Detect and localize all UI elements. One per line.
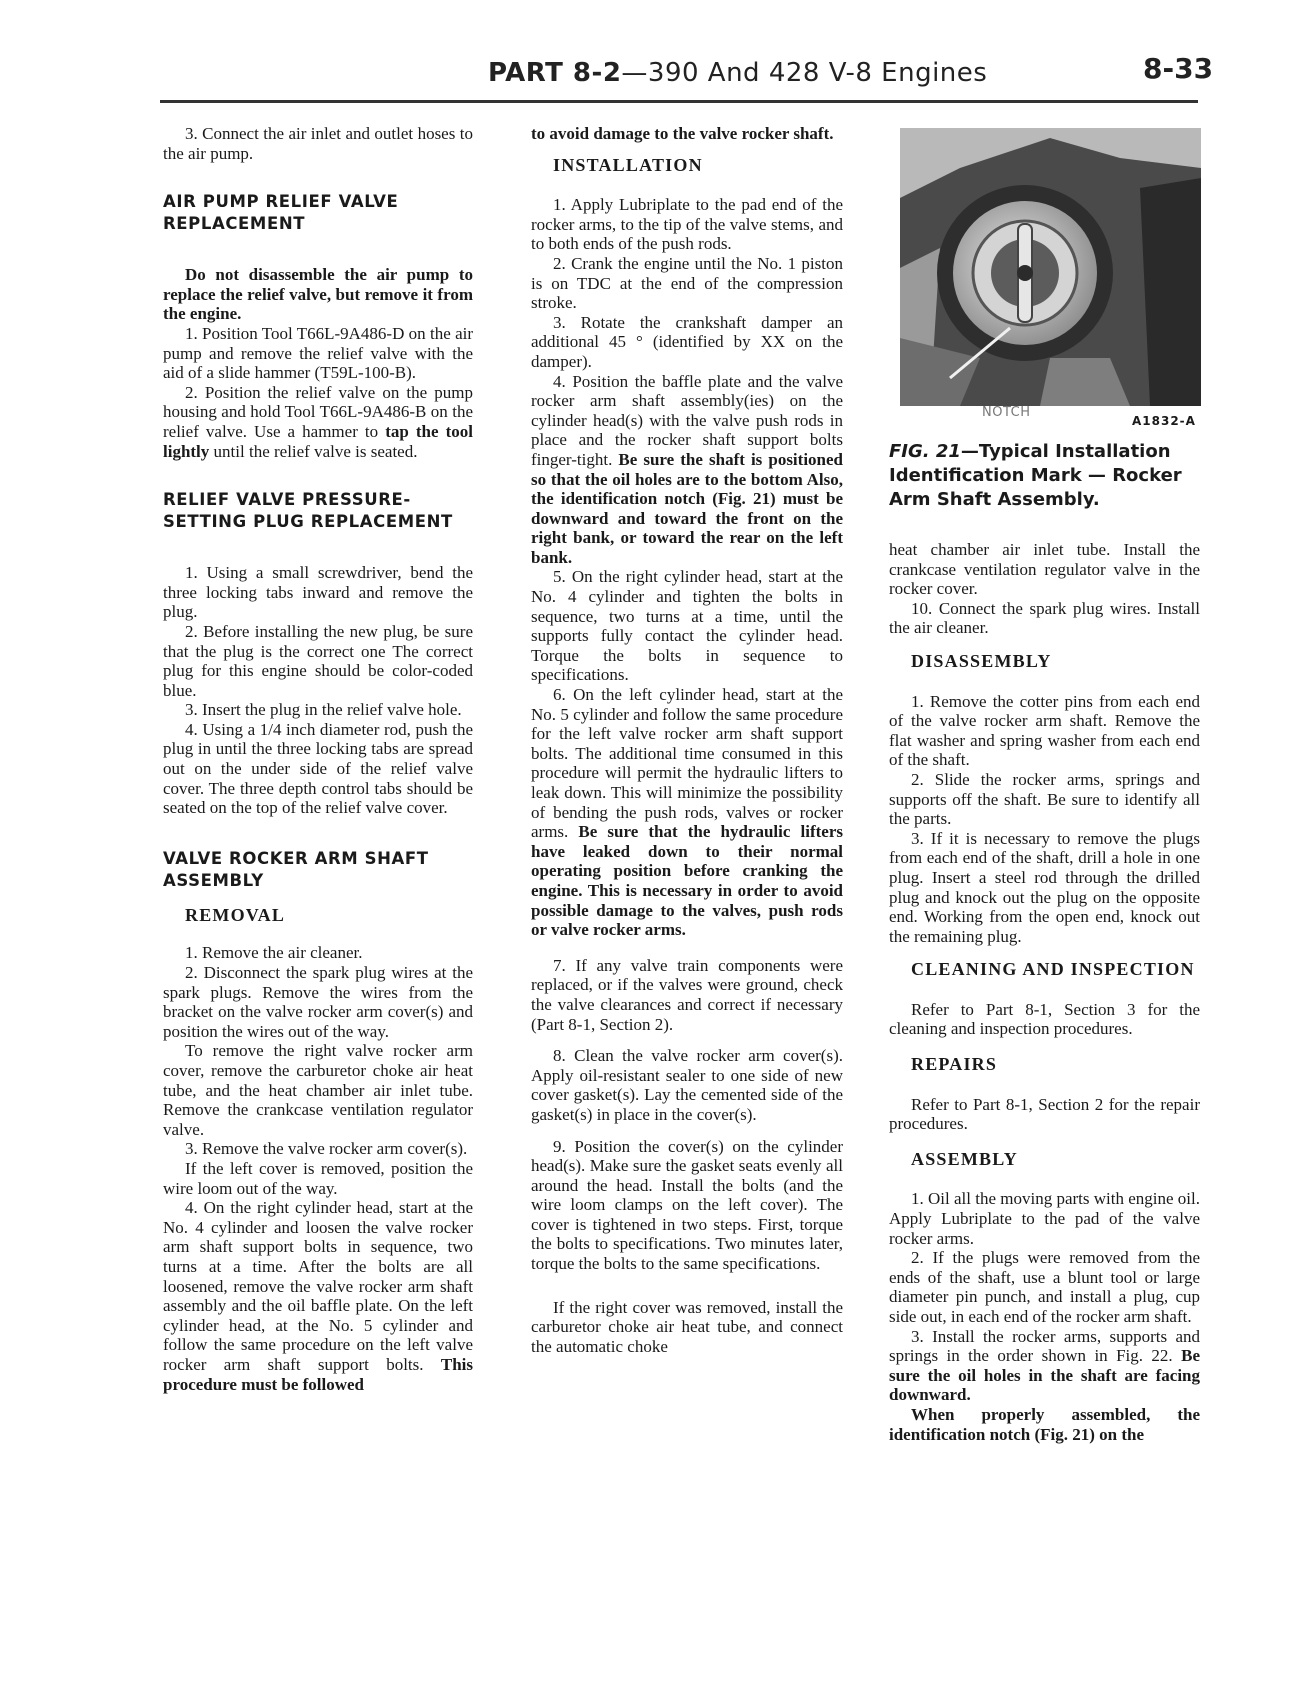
- notch-label: NOTCH: [982, 405, 1031, 420]
- paragraph: 1. Remove the air cleaner.: [185, 943, 363, 963]
- section-heading: AIR PUMP RELIEF VALVE REPLACEMENT: [163, 192, 399, 234]
- paragraph: 3. Remove the valve rocker arm cover(s).: [185, 1139, 468, 1159]
- figure-id: A1832-A: [1132, 414, 1196, 428]
- figure-number: FIG. 21: [889, 441, 961, 462]
- paragraph: 10. Connect the spark plug wires. Install the air cleaner.: [889, 598, 1200, 638]
- paragraph: 3. If it is necessary to remove the plugs from each end of the shaft, drill a hole in one plug. Insert a steel rod through the drilled plug and knock out the plug on the opposite end. Working from the open end, knock out the remaining plug.: [889, 828, 1200, 946]
- subsection-heading: REMOVAL: [185, 904, 286, 925]
- paragraph: heat chamber air inlet tube. Install the crankcase ventilation regulator valve in the rocker cover.: [889, 540, 1200, 599]
- paragraph: 6. On the left cylinder head, start at the No. 5 cylinder and follow the same procedure for the left valve rocker arm shaft support bolts. The additional time consumed in this procedure will permit the hydraulic lifters to leak down. This will minimize the possibility of bending the push rods, valves or rocker arms. Be sure that the hydraulic lifters have leaked down to their normal operating position before cranking the engine. This is necessary in order to avoid possible damage to the valves, push rods or valve rocker arms.: [531, 685, 843, 940]
- paragraph: 4. Position the baffle plate and the valve rocker arm shaft assembly(ies) on the cylinder head(s) with the valve push rods in place and the rocker shaft support bolts finger-tight. Be sure the shaft is positioned so that the oil holes are to the bottom Also, the identification notch (Fig. 21) must be downward and toward the front on the right bank, or toward the rear on the left bank.: [531, 371, 843, 567]
- page-number: 8-33: [1143, 52, 1214, 85]
- paragraph: 2. Position the relief valve on the pump housing and hold Tool T66L-9A486-B on the relief valve. Use a hammer to tap the tool lightly until the relief valve is seated.: [163, 382, 473, 461]
- paragraph: If the left cover is removed, position the wire loom out of the way.: [163, 1158, 473, 1198]
- paragraph: 5. On the right cylinder head, start at the No. 4 cylinder and tighten the bolts in sequence, two turns at a time, until the supports fully contact the cylinder head. Torque the bolts in sequence to specifications.: [531, 567, 843, 685]
- paragraph: When properly assembled, the identification notch (Fig. 21) on the: [889, 1404, 1200, 1444]
- subsection-heading: ASSEMBLY: [911, 1148, 1018, 1169]
- paragraph: 9. Position the cover(s) on the cylinder head(s). Make sure the gasket seats evenly all around the head. Install the bolts (and the wire loom clamps on the left cover). The cover is tightened in two steps. First, torque the bolts to specifications. Two minutes later, torque the bolts to the same specifications.: [531, 1136, 843, 1274]
- paragraph: 2. Disconnect the spark plug wires at the spark plugs. Remove the wires from the bracket on the valve rocker arm cover(s) and position the wires out of the way.: [163, 963, 473, 1041]
- section-heading: VALVE ROCKER ARM SHAFT ASSEMBLY: [163, 848, 429, 890]
- subsection-heading: REPAIRS: [911, 1054, 998, 1075]
- paragraph: 3. Connect the air inlet and outlet hoses to the air pump.: [163, 124, 473, 163]
- figure-caption: [889, 440, 1209, 512]
- column-1: [163, 124, 473, 1394]
- paragraph: 1. Apply Lubriplate to the pad end of the rocker arms, to the tip of the valve stems, and to both ends of the push rods.: [531, 195, 843, 254]
- paragraph: 1. Position Tool T66L-9A486-D on the air pump and remove the relief valve with the aid of a slide hammer (T59L-100-B).: [163, 323, 473, 383]
- paragraph: 1. Using a small screwdriver, bend the three locking tabs inward and remove the plug.: [163, 563, 473, 622]
- paragraph: If the right cover was removed, install the carburetor choke air heat tube, and connect the automatic choke: [531, 1297, 843, 1356]
- paragraph: 3. Install the rocker arms, supports and springs in the order shown in Fig. 22. Be sure the oil holes in the shaft are facing downward.: [889, 1326, 1200, 1405]
- fig-21-photo: [900, 128, 1201, 406]
- paragraph: 3. Rotate the crankshaft damper an additional 45 ° (identified by XX on the damper).: [531, 312, 843, 371]
- warning-paragraph: Do not disassemble the air pump to replace the relief valve, but remove it from the engine.: [163, 265, 473, 324]
- paragraph: 1. Oil all the moving parts with engine oil. Apply Lubriplate to the pad of the valve rocker arms.: [889, 1189, 1200, 1248]
- paragraph: 4. On the right cylinder head, start at the No. 4 cylinder and loosen the valve rocker arm shaft support bolts in sequence, two turns at a time. After the bolts are all loosened, remove the valve rocker arm shaft assembly and the oil baffle plate. On the left cylinder head, at the No. 5 cylinder and follow the same procedure on the left valve rocker arm shaft support bolts. This procedure must be followed: [163, 1198, 473, 1394]
- column-2: [531, 124, 843, 1356]
- part-label: PART 8-2: [488, 58, 622, 88]
- section-heading: RELIEF VALVE PRESSURE-SETTING PLUG REPLACEMENT: [163, 490, 453, 532]
- part-title: [488, 58, 987, 88]
- header-rule: [160, 100, 1198, 103]
- paragraph: 8. Clean the valve rocker arm cover(s). Apply oil-resistant sealer to one side of new cover gasket(s). Lay the cemented side of the gasket(s) in place in the cover(s).: [531, 1046, 843, 1124]
- paragraph: to avoid damage to the valve rocker shaft.: [531, 124, 834, 143]
- paragraph: 2. Before installing the new plug, be sure that the plug is the correct one The correct plug for this engine should be color-coded blue.: [163, 621, 473, 700]
- subsection-heading: DISASSEMBLY: [911, 650, 1052, 671]
- paragraph: 4. Using a 1/4 inch diameter rod, push the plug in until the three locking tabs are spread out on the under side of the relief valve cover. The three depth control tabs should be seated on the top of the relief valve cover.: [163, 719, 473, 818]
- paragraph: To remove the right valve rocker arm cover, remove the carburetor choke air heat tube, and the heat chamber air inlet tube. Remove the crankcase ventilation regulator valve.: [163, 1041, 473, 1139]
- paragraph: 2. Slide the rocker arms, springs and supports off the shaft. Be sure to identify all the parts.: [889, 769, 1200, 829]
- part-title-text: —390 And 428 V-8 Engines: [621, 58, 988, 88]
- paragraph: Refer to Part 8-1, Section 2 for the repair procedures.: [889, 1094, 1200, 1134]
- paragraph: 1. Remove the cotter pins from each end of the valve rocker arm shaft. Remove the flat washer and spring washer from each end of the shaft.: [889, 691, 1200, 770]
- paragraph: 3. Insert the plug in the relief valve hole.: [185, 700, 462, 720]
- paragraph: 7. If any valve train components were replaced, or if the valves were ground, check the valve clearances and correct if necessary (Part 8-1, Section 2).: [531, 955, 843, 1034]
- rocker-arm-photo-illustration: [900, 128, 1201, 406]
- page-header: [0, 0, 1314, 104]
- column-3: [889, 540, 1200, 1444]
- subsection-heading: INSTALLATION: [553, 154, 703, 175]
- paragraph: Refer to Part 8-1, Section 3 for the cleaning and inspection procedures.: [889, 999, 1200, 1039]
- figure-caption-text: —Typical Installation Identification Mark — Rocker Arm Shaft Assembly.: [889, 441, 1182, 510]
- subsection-heading: CLEANING AND INSPECTION: [911, 959, 1195, 980]
- paragraph: 2. Crank the engine until the No. 1 piston is on TDC at the end of the compression stroke.: [531, 253, 843, 313]
- paragraph: 2. If the plugs were removed from the ends of the shaft, use a blunt tool or large diameter pin punch, and install a plug, cup side out, in each end of the rocker arm shaft.: [889, 1248, 1200, 1326]
